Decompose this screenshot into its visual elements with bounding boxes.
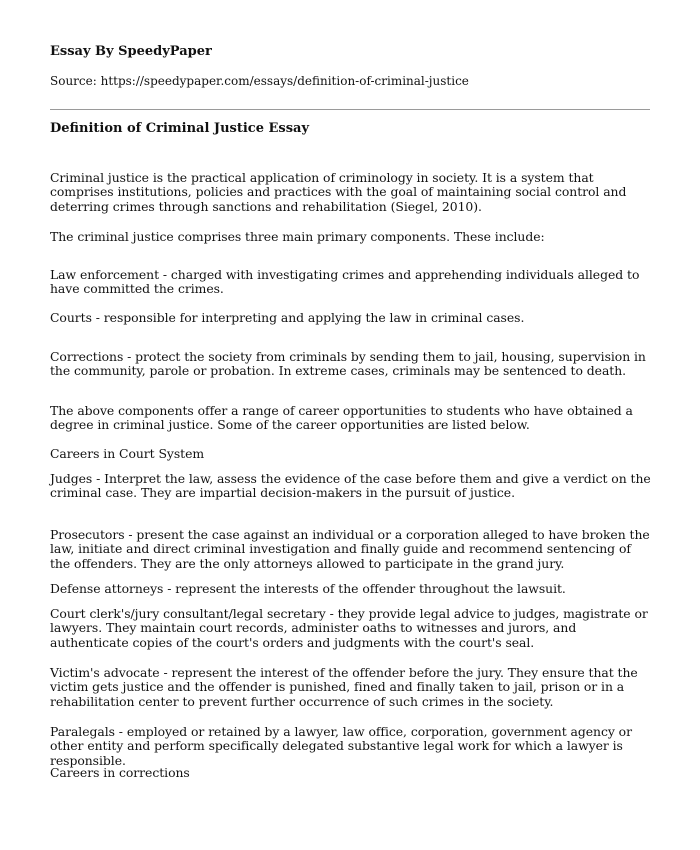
essay-header-title: Essay By SpeedyPaper — [50, 44, 212, 59]
paragraph-courts: Courts - responsible for interpreting and applying the law in criminal cases. — [50, 310, 525, 325]
header-divider — [50, 109, 650, 110]
paragraph-victims-advocate: Victim's advocate - represent the interest of the offender before the jury. They ensure that the victim gets justice and the offender is punished, fined and finally taken to jail, prison or in a rehabilitation center to prevent further occurrence of such crimes in the society. — [50, 665, 638, 709]
paragraph-law-enforcement: Law enforcement - charged with investigating crimes and apprehending individuals alleged to have committed the crimes. — [50, 267, 640, 297]
paragraph-paralegals: Paralegals - employed or retained by a lawyer, law office, corporation, government agency or other entity and perform specifically delegated substantive legal work for which a lawyer is responsible. — [50, 724, 632, 768]
paragraph-corrections: Corrections - protect the society from criminals by sending them to jail, housing, supervision in the community, parole or probation. In extreme cases, criminals may be sentenced to death. — [50, 349, 646, 379]
paragraph-career-opportunities: The above components offer a range of career opportunities to students who have obtained a degree in criminal justice. Some of the career opportunities are listed below. — [50, 403, 633, 433]
paragraph-components-intro: The criminal justice comprises three main primary components. These include: — [50, 229, 545, 244]
paragraph-court-clerks: Court clerk's/jury consultant/legal secretary - they provide legal advice to judges, magistrate or lawyers. They maintain court records, administer oaths to witnesses and jurors, and authenticate copies of the court's orders and judgments with the court's seal. — [50, 606, 648, 650]
paragraph-defense-attorneys: Defense attorneys - represent the interests of the offender throughout the lawsuit. — [50, 581, 566, 596]
source-line: Source: https://speedypaper.com/essays/definition-of-criminal-justice — [50, 74, 469, 88]
paragraph-prosecutors: Prosecutors - present the case against an individual or a corporation alleged to have broken the law, initiate and direct criminal investigation and finally guide and recommend sentencing of the offenders. They are the only attorneys allowed to participate in the grand jury. — [50, 527, 650, 571]
section-heading-court-system: Careers in Court System — [50, 446, 205, 461]
section-heading-corrections: Careers in corrections — [50, 765, 190, 780]
document-title: Definition of Criminal Justice Essay — [50, 121, 310, 136]
paragraph-judges: Judges - Interpret the law, assess the evidence of the case before them and give a verdict on the criminal case. They are impartial decision-makers in the pursuit of justice. — [50, 471, 651, 501]
paragraph-intro: Criminal justice is the practical application of criminology in society. It is a system that comprises institutions, policies and practices with the goal of maintaining social control and deterring crimes through sanctions and rehabilitation (Siegel, 2010). — [50, 170, 627, 214]
